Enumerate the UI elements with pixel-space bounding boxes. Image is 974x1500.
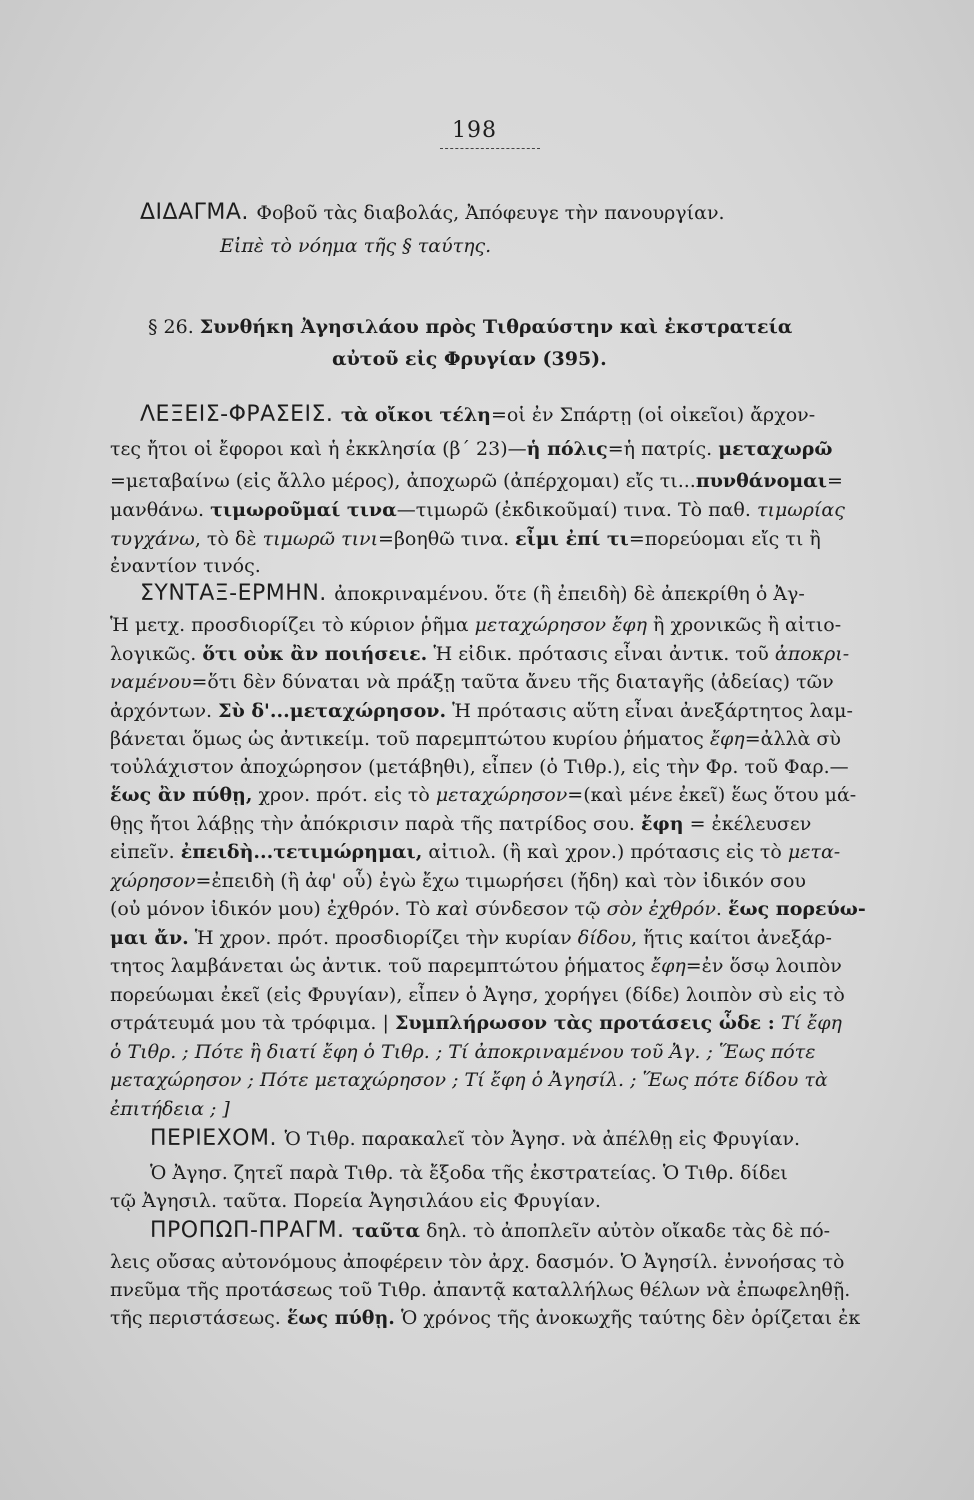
text-line	[110, 1160, 910, 1187]
text-run: =ὅτι δὲν δύναται νὰ πράξῃ ταῦτα ἄνευ τῆς διαταγῆς (ἀδείας) τῶν	[191, 671, 834, 693]
text-run: ἕως πύθῃ.	[286, 1307, 395, 1329]
text-run: ἀρχόντων.	[110, 700, 219, 722]
text-run: ἕως πορεύω-	[727, 898, 866, 920]
text-run: χώρησον	[110, 870, 196, 892]
text-run: (οὐ μόνον ἰδικόν μου) ἐχθρόν. Τὸ	[110, 898, 437, 920]
text-line	[110, 1188, 910, 1215]
text-run: ἐναντίον τινός.	[110, 555, 261, 577]
text-run: ἔφη	[709, 728, 745, 750]
text-run: § 26.	[148, 316, 200, 338]
text-run: = ἐκέλευσεν	[683, 813, 812, 835]
text-run: ἔφη	[650, 955, 686, 977]
text-line	[110, 868, 910, 895]
text-run: =οἱ ἐν Σπάρτῃ (οἱ οἰκεῖοι) ἄρχον-	[490, 404, 816, 426]
text-run: Ἡ χρον. πρότ. προσδιορίζει τὴν κυρίαν	[188, 927, 578, 949]
text-run: Ὁ Ἀγησ. ζητεῖ παρὰ Τιθρ. τὰ ἔξοδα τῆς ἐκστρατείας. Ὁ Τιθρ. δίδει	[150, 1162, 788, 1184]
text-run: βάνεται ὅμως ὡς ἀντικείμ. τοῦ παρεμπτώτου κυρίου ῥήματος	[110, 728, 710, 750]
text-line	[110, 468, 910, 495]
text-line	[110, 233, 910, 260]
text-run: μεταχωρῶ	[718, 438, 833, 460]
text-line	[110, 200, 910, 227]
text-run: ταῦτα	[352, 1220, 421, 1242]
text-run: τῷ Ἀγησιλ. ταῦτα. Πορεία Ἀγησιλάου εἰς Φρυγίαν.	[110, 1190, 601, 1212]
text-run: ἡ πόλις	[526, 438, 608, 460]
text-run: =ἐν ὅσῳ λοιπὸν	[685, 955, 842, 977]
text-run: —τιμωρῶ (ἐκδικοῦμαί) τινα. Τὸ παθ.	[396, 499, 757, 521]
text-run: Ἡ πρότασις αὕτη εἶναι ἀνεξάρτητος λαμ-	[446, 700, 853, 722]
text-run: , τὸ δὲ	[194, 528, 263, 550]
text-run: ἔφη	[640, 813, 684, 835]
section-heading: ΠΡΟΠΩΠ-ΠΡΑΓΜ.	[150, 1218, 353, 1243]
text-line	[110, 314, 910, 341]
text-run: εἶμι ἐπί τι	[515, 528, 629, 550]
text-run: Ὁ χρόνος τῆς ἀνοκωχῆς ταύτης δὲν ὁρίζεται ἐκ	[394, 1307, 861, 1329]
text-run: τιμωροῦμαί τινα	[210, 499, 397, 521]
text-line	[110, 698, 910, 725]
text-line	[110, 982, 910, 1009]
text-run: πυνθάνομαι	[695, 470, 827, 492]
text-run: ἕως ἂν πύθῃ,	[110, 784, 253, 806]
text-line	[110, 669, 910, 696]
text-run: μαι ἄν.	[110, 927, 189, 949]
text-run: τητος λαμβάνεται ὡς ἀντικ. τοῦ παρεμπτώτου ῥήματος	[110, 955, 651, 977]
text-line	[110, 953, 910, 980]
text-run: =ἀλλὰ σὺ	[744, 728, 841, 750]
section-heading: ΛΕΞΕΙΣ-ΦΡΑΣΕΙΣ.	[140, 402, 341, 427]
text-run: , ἥτις καίτοι ἀνεξάρ-	[631, 927, 832, 949]
text-run: =(καὶ μένε ἐκεῖ) ἕως ὅτου μά-	[567, 784, 857, 806]
text-run: μανθάνω.	[110, 499, 211, 521]
text-line	[110, 1305, 910, 1332]
text-run: Φοβοῦ τὰς διαβολάς, Ἀπόφευγε τὴν πανουργίαν.	[256, 202, 725, 224]
section-heading: ΔΙΔΑΓΜΑ.	[140, 200, 257, 225]
text-run: Ὁ Τιθρ. παρακαλεῖ τὸν Ἀγησ. νὰ ἀπέλθῃ εἰς Φρυγίαν.	[284, 1128, 801, 1150]
text-run: δίδου	[577, 927, 632, 949]
text-line	[110, 612, 910, 639]
text-line	[110, 1218, 910, 1245]
text-line	[110, 839, 910, 866]
text-run: Τί ἔφη	[774, 1012, 842, 1034]
text-run: τυγχάνω	[110, 528, 195, 550]
text-line	[110, 925, 910, 952]
text-run: μεταχώρησον	[435, 784, 568, 806]
text-run: =	[826, 470, 843, 492]
text-run: Ἡ μετχ. προσδιορίζει τὸ κύριον ῥῆμα	[110, 614, 475, 636]
text-run: δηλ. τὸ ἀποπλεῖν αὐτὸν οἴκαδε τὰς δὲ πό-	[420, 1220, 831, 1242]
text-line	[110, 754, 910, 781]
text-run: λεις οὔσας αὐτονόμους ἀποφέρειν τὸν ἀρχ. δασμόν. Ὁ Ἀγησίλ. ἐννοήσας τὸ	[110, 1251, 845, 1273]
text-run: τες ἤτοι οἱ ἔφοροι καὶ ἡ ἐκκλησία (β΄ 23)—	[110, 438, 527, 460]
text-line	[110, 1039, 910, 1066]
text-run: τὰ οἴκοι τέλη	[340, 404, 491, 426]
text-run: ἀποκριναμένου. ὅτε (ἢ ἐπειδὴ) δὲ ἀπεκρίθη ὁ Ἀγ-	[334, 583, 805, 605]
text-run: =ἡ πατρίς.	[607, 438, 719, 460]
text-run: θῃς ἤτοι λάβῃς τὴν ἀπόκρισιν παρὰ τῆς πατρίδος σου.	[110, 813, 641, 835]
text-run: Συμπλήρωσον τὰς προτάσεις ὧδε :	[394, 1012, 775, 1034]
text-run: πνεῦμα τῆς προτάσεως τοῦ Τιθρ. ἀπαντᾷ καταλλήλως θέλων νὰ ἐπωφεληθῇ.	[110, 1279, 851, 1301]
text-run: μεταχώρησον ; Πότε μεταχώρησον ; Τί ἔφη ὁ Ἀγησίλ. ; Ἕως πότε δίδου τὰ	[110, 1069, 828, 1091]
text-run: .	[715, 898, 728, 920]
text-run: καὶ	[436, 898, 470, 920]
text-run: τοὐλάχιστον ἀποχώρησον (μετάβηθι), εἶπεν (ὁ Τιθρ.), εἰς τὴν Φρ. τοῦ Φαρ.—	[110, 756, 849, 778]
text-run: Εἰπὲ τὸ νόημα τῆς § ταύτης.	[220, 235, 492, 257]
text-line	[110, 1277, 910, 1304]
text-run: ἐπειδὴ...τετιμώρημαι,	[180, 841, 423, 863]
text-run: τῆς περιστάσεως.	[110, 1307, 287, 1329]
text-run: ἐπιτήδεια ; ]	[110, 1098, 230, 1120]
text-line	[110, 497, 910, 524]
text-run: ἢ χρονικῶς ἢ αἰτιο-	[647, 614, 842, 636]
text-run: Ἡ εἰδικ. πρότασις εἶναι ἀντικ. τοῦ	[427, 643, 775, 665]
text-line	[110, 1249, 910, 1276]
text-run: Σὺ δ'...μεταχώρησον.	[218, 700, 447, 722]
text-line	[110, 346, 910, 373]
text-run: Συνθήκη Ἀγησιλάου πρὸς Τιθραύστην καὶ ἐκστρατεία	[199, 316, 793, 338]
text-run: =μεταβαίνω (εἰς ἄλλο μέρος), ἀποχωρῶ (ἀπέρχομαι) εἴς τι...	[110, 470, 696, 492]
text-run: εἰπεῖν.	[110, 841, 181, 863]
text-line	[110, 1096, 910, 1123]
text-run: ὁ Τιθρ. ; Πότε ἢ διατί ἔφη ὁ Τιθρ. ; Τί ἀποκριναμένου τοῦ Ἀγ. ; Ἕως πότε	[110, 1041, 816, 1063]
text-run: σὸν ἐχθρόν	[606, 898, 716, 920]
text-line	[110, 641, 910, 668]
section-heading: ΣΥΝΤΑΞ-ΕΡΜΗΝ.	[140, 581, 335, 606]
text-run: ὅτι οὐκ ἂν ποιήσειε.	[202, 643, 428, 665]
section-heading: ΠΕΡΙΕΧΟΜ.	[150, 1126, 285, 1151]
text-run: στράτευμά μου τὰ τρόφιμα. |	[110, 1012, 395, 1034]
text-run: ναμένου	[110, 671, 192, 693]
text-run: μετα-	[787, 841, 841, 863]
text-line	[110, 581, 910, 608]
text-line	[110, 782, 910, 809]
text-run: μεταχώρησον ἔφη	[474, 614, 647, 636]
text-line	[110, 526, 910, 553]
text-line	[110, 896, 910, 923]
text-run: πορεύωμαι ἐκεῖ (εἰς Φρυγίαν), εἶπεν ὁ Ἀγησ, χορήγει (δίδε) λοιπὸν σὺ εἰς τὸ	[110, 984, 845, 1006]
text-run: χρον. πρότ. εἰς τὸ	[252, 784, 436, 806]
text-run: σύνδεσον τῷ	[469, 898, 607, 920]
text-line	[110, 1010, 910, 1037]
text-run: αἰτιολ. (ἢ καὶ χρον.) πρότασις εἰς τὸ	[422, 841, 788, 863]
text-run: αὐτοῦ εἰς Φρυγίαν (395).	[332, 348, 607, 370]
text-line	[110, 811, 910, 838]
text-line	[110, 436, 910, 463]
text-run: λογικῶς.	[110, 643, 203, 665]
page-number-rule	[440, 148, 540, 149]
text-line	[110, 1126, 910, 1153]
text-run: =βοηθῶ τινα.	[378, 528, 516, 550]
text-line	[110, 553, 910, 580]
text-run: =πορεύομαι εἴς τι ἢ	[628, 528, 821, 550]
text-line	[110, 402, 910, 429]
text-run: ἀποκρι-	[774, 643, 850, 665]
text-run: τιμωρῶ τινι	[262, 528, 379, 550]
page-number: 198	[452, 118, 497, 143]
text-run: =ἐπειδὴ (ἢ ἀφ' οὗ) ἐγὼ ἔχω τιμωρήσει (ἤδη) καὶ τὸν ἰδικόν σου	[195, 870, 806, 892]
text-run: τιμωρίας	[756, 499, 845, 521]
text-line	[110, 1067, 910, 1094]
text-line	[110, 726, 910, 753]
